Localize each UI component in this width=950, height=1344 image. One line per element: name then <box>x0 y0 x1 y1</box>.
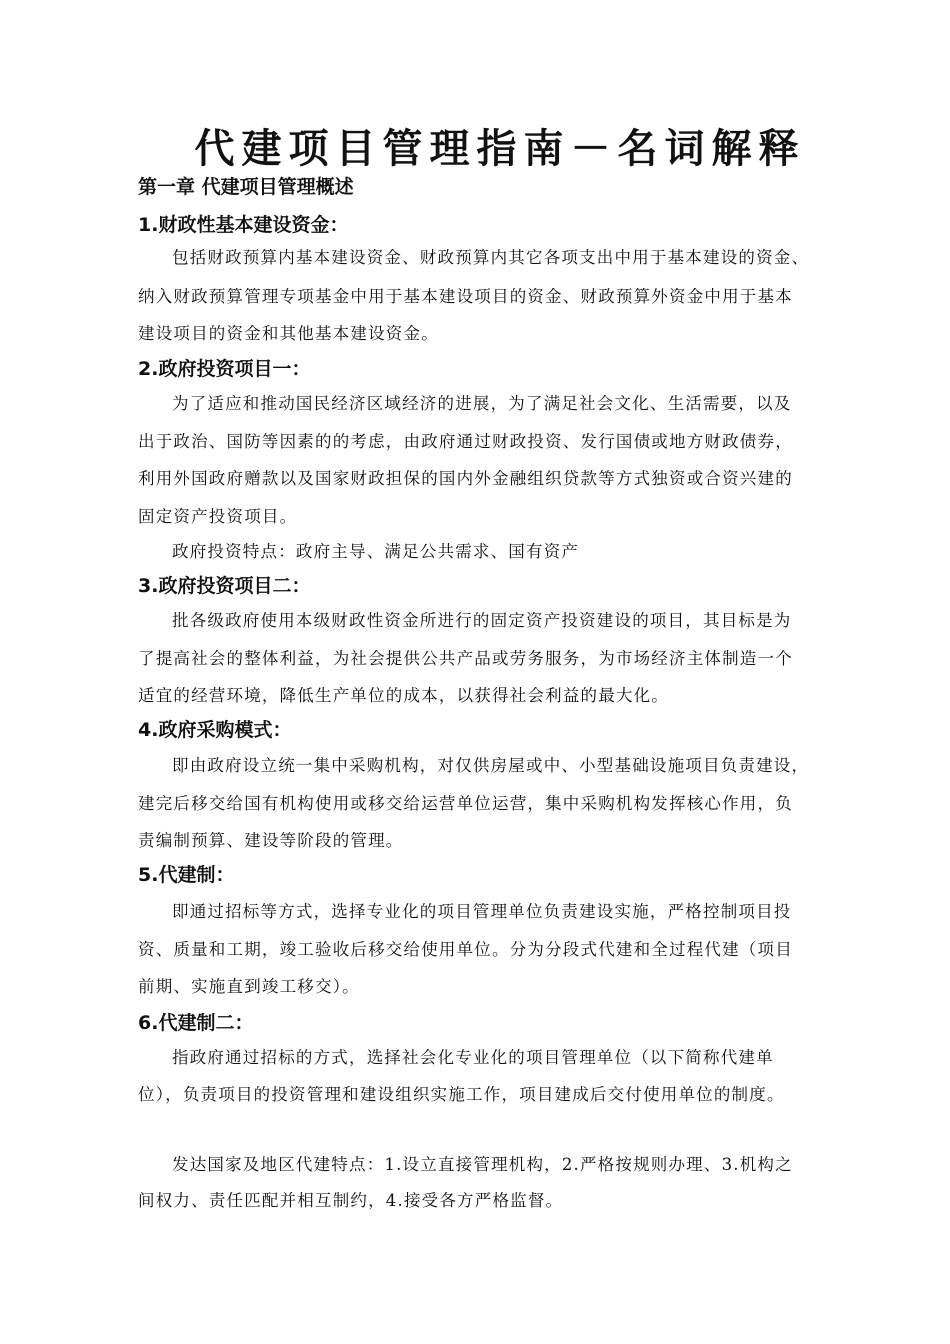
section-1-line-2: 纳入财政预算管理专项基金中用于基本建设项目的资金、财政预算外资金中用于基本 <box>138 287 793 306</box>
section-5-line-2: 资、质量和工期，竣工验收后移交给使用单位。分为分段式代建和全过程代建（项目 <box>138 940 793 959</box>
section-6-line-4: 间权力、责任匹配并相互制约，4.接受各方严格监督。 <box>138 1191 564 1210</box>
section-6-line-1: 指政府通过招标的方式，选择社会化专业化的项目管理单位（以下简称代建单 <box>172 1048 774 1067</box>
section-6-line-2: 位），负责项目的投资管理和建设组织实施工作，项目建成后交付使用单位的制度。 <box>138 1085 785 1104</box>
section-4-line-1: 即由政府设立统一集中采购机构，对仅供房屋或中、小型基础设施项目负责建设， <box>172 756 810 775</box>
section-2-line-1: 为了适应和推动国民经济区域经济的进展，为了满足社会文化、生活需要，以及 <box>172 394 792 413</box>
section-1-line-3: 建设项目的资金和其他基本建设资金。 <box>138 324 439 343</box>
section-3-line-2: 了提高社会的整体利益，为社会提供公共产品或劳务服务，为市场经济主体制造一个 <box>138 649 793 668</box>
section-3-line-3: 适宜的经营环境，降低生产单位的成本，以获得社会利益的最大化。 <box>138 686 669 705</box>
section-3-line-1: 批各级政府使用本级财政性资金所进行的固定资产投资建设的项目，其目标是为 <box>172 611 792 630</box>
section-5-line-3: 前期、实施直到竣工移交）。 <box>138 977 360 996</box>
section-heading-5: 5.代建制： <box>138 864 235 886</box>
section-heading-3: 3.政府投资项目二： <box>138 575 311 597</box>
section-2-line-5: 政府投资特点：政府主导、满足公共需求、国有资产 <box>172 542 580 561</box>
section-heading-1: 1.财政性基本建设资金： <box>138 214 349 236</box>
section-heading-2: 2.政府投资项目一： <box>138 358 311 380</box>
section-2-line-4: 固定资产投资项目。 <box>138 507 298 526</box>
section-6-line-3: 发达国家及地区代建特点：1.设立直接管理机构，2.严格按规则办理、3.机构之 <box>172 1155 793 1174</box>
section-4-line-2: 建完后移交给国有机构使用或移交给运营单位运营，集中采购机构发挥核心作用，负 <box>138 794 793 813</box>
section-heading-6: 6.代建制二： <box>138 1012 254 1034</box>
document-title: 代建项目管理指南－名词解释 <box>194 126 806 172</box>
chapter-heading: 第一章 代建项目管理概述 <box>138 176 354 198</box>
section-2-line-3: 利用外国政府赠款以及国家财政担保的国内外金融组织贷款等方式独资或合资兴建的 <box>138 469 793 488</box>
section-2-line-2: 出于政治、国防等因素的的考虑，由政府通过财政投资、发行国债或地方财政债券， <box>138 432 793 451</box>
section-5-line-1: 即通过招标等方式，选择专业化的项目管理单位负责建设实施，严格控制项目投 <box>172 902 792 921</box>
section-4-line-3: 责编制预算、建设等阶段的管理。 <box>138 831 404 850</box>
section-heading-4: 4.政府采购模式： <box>138 719 292 741</box>
section-1-line-1: 包括财政预算内基本建设资金、财政预算内其它各项支出中用于基本建设的资金、 <box>172 248 810 267</box>
